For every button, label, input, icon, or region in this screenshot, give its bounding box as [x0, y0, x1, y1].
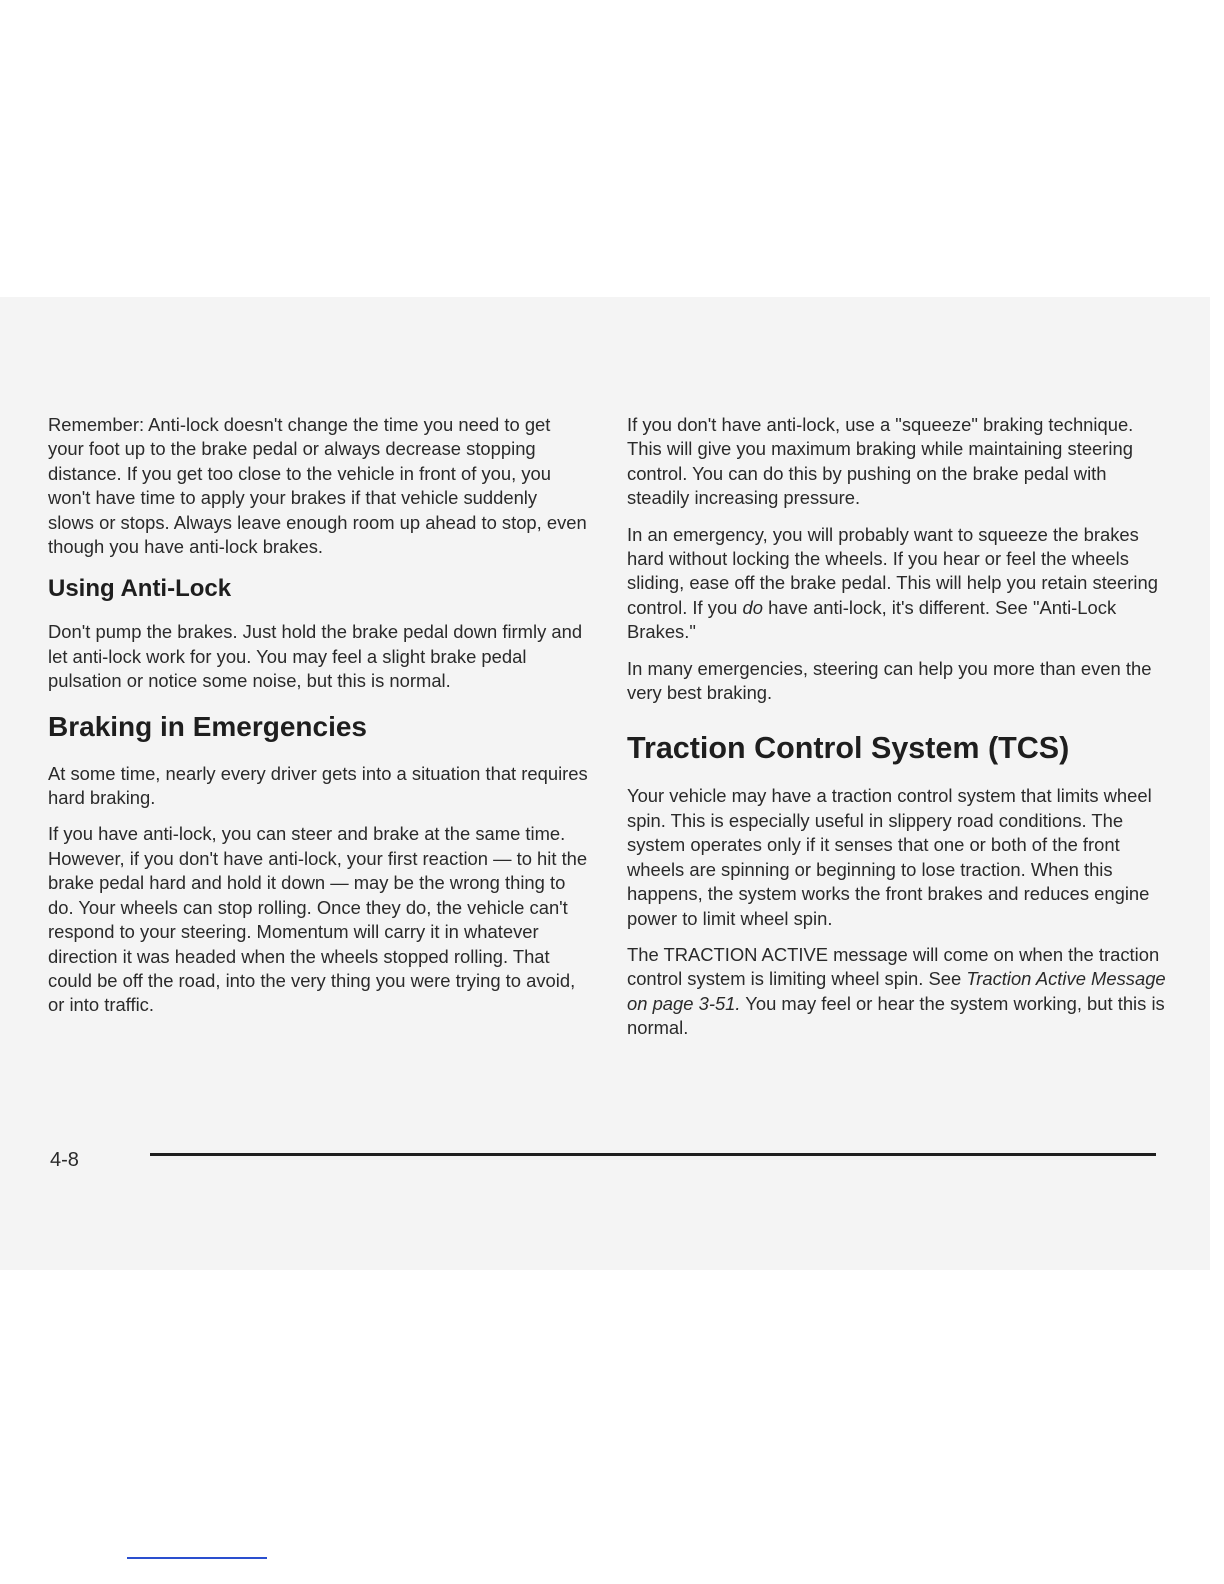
bottom-link-underline [127, 1557, 267, 1559]
paragraph-using-anti-lock: Don't pump the brakes. Just hold the brake pedal down firmly and let anti-lock work for you. You may feel a slight brake pedal pulsation or notice some noise, but this is normal. [48, 621, 583, 692]
paragraph-traction-active [627, 943, 1167, 1041]
paragraph-tcs-description: Your vehicle may have a traction control system that limits wheel spin. This is especially useful in slippery road conditions. The system operates only if it senses that one or both of the front wheels are spinning or beginning to lose traction. When this happens, the system works the front brakes and reduces engine power to limit wheel spin. [627, 785, 1152, 929]
paragraph-hard-braking: At some time, nearly every driver gets into a situation that requires hard braking. [48, 762, 588, 809]
traction-active-cross-reference: Traction Active Message on page 3-51. [627, 968, 1166, 1014]
right-column [627, 413, 1167, 1041]
heading-traction-control-system: Traction Control System (TCS) [627, 731, 1070, 766]
paragraph-remember: Remember: Anti-lock doesn't change the time you need to get your foot up to the brake pedal or always decrease stopping distance. If you get too close to the vehicle in front of you, you won't have time to apply your brakes if that vehicle suddenly slows or stops. Always leave enough room up ahead to stop, even though you have anti-lock brakes. [48, 414, 587, 558]
page-number: 4-8 [50, 1149, 79, 1171]
left-column [48, 413, 588, 1018]
paragraph-emergency-text-b: have anti-lock, it's different. See "Anti-Lock Brakes." [627, 596, 1117, 643]
paragraph-emergency-text-a: In an emergency, you will probably want to squeeze the brakes hard without locking the wheels. If you hear or feel the wheels sliding, ease off the brake pedal. This will help you retain steering control. If you [627, 523, 1158, 618]
footer-rule [150, 1153, 1156, 1156]
paragraph-traction-active-text-a: The TRACTION ACTIVE message will come on when the traction control system is limiting wheel spin. See [627, 943, 1160, 990]
paragraph-squeeze-braking: If you don't have anti-lock, use a "squeeze" braking technique. This will give you maximum braking while maintaining steering control. You can do this by pushing on the brake pedal with steadily increasing pressure. [627, 414, 1134, 509]
paragraph-emergency [627, 523, 1167, 645]
paragraph-traction-active-text-b: You may feel or hear the system working, but this is normal. [627, 992, 1165, 1039]
heading-using-anti-lock: Using Anti-Lock [48, 575, 232, 603]
paragraph-steer-and-brake: If you have anti-lock, you can steer and brake at the same time. However, if you don't have anti-lock, your first reaction — to hit the brake pedal hard and hold it down — may be the wrong thing to do. Your wheels can stop rolling. Once they do, the vehicle can't respond to your steering. Momentum will carry it in whatever direction it was headed when the wheels stopped rolling. That could be off the road, into the very thing you were trying to avoid, or into traffic. [48, 823, 588, 1016]
heading-braking-in-emergencies: Braking in Emergencies [48, 710, 368, 742]
paragraph-steering-helps: In many emergencies, steering can help you more than even the very best braking. [627, 657, 1152, 704]
paragraph-emergency-emphasis: do [742, 596, 763, 618]
